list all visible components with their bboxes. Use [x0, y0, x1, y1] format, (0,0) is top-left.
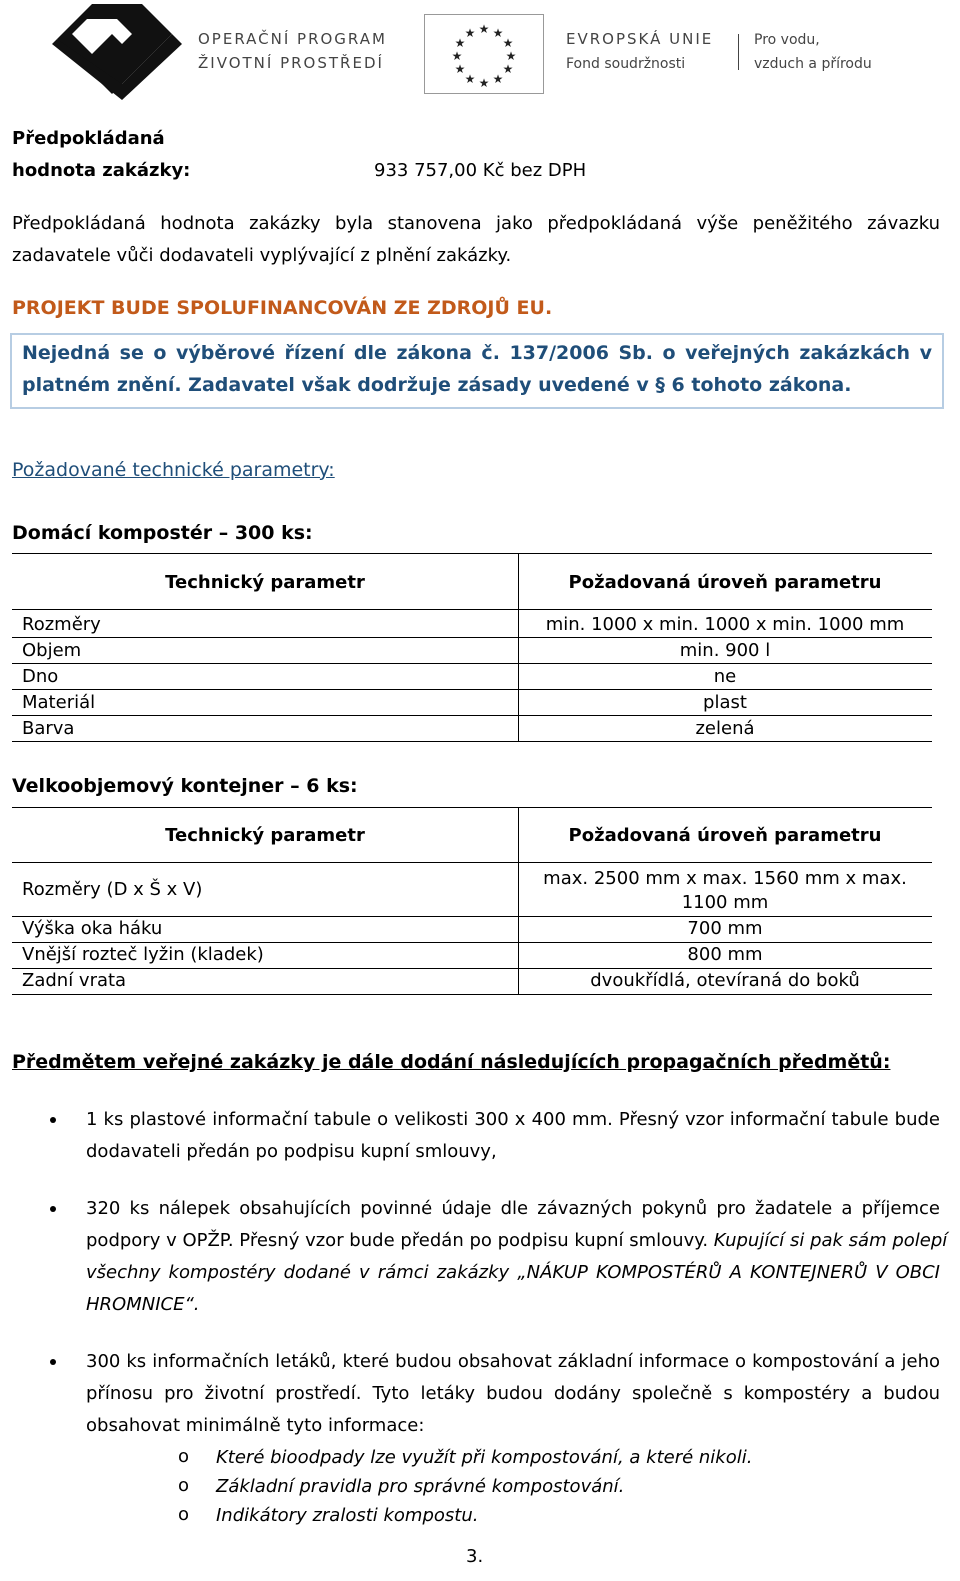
- table-row-param: Materiál: [22, 692, 96, 713]
- eu-fund: Fond soudržnosti: [566, 56, 686, 72]
- composter-col2-header: Požadovaná úroveň parametru: [568, 572, 882, 593]
- slogan-line1: Pro vodu,: [754, 32, 820, 48]
- table-row-value: max. 2500 mm x max. 1560 mm x max.: [543, 868, 907, 889]
- table-row-value: zelená: [695, 718, 755, 739]
- svg-text:★: ★: [454, 36, 466, 50]
- slogan-line2: vzduch a přírodu: [754, 56, 872, 72]
- sub-bullet-icon: o: [178, 1504, 190, 1525]
- promo-item2-line3: všechny kompostéry dodané v rámci zakázky „NÁKUP KOMPOSTÉRŮ A KONTEJNERŮ V OBCI: [86, 1262, 940, 1283]
- svg-text:★: ★: [464, 26, 476, 40]
- svg-text:★: ★: [478, 76, 490, 90]
- promo-item1-line2: dodavateli předán po podpisu kupní smlouvy,: [86, 1141, 497, 1162]
- promo-item2-line2: [86, 1225, 948, 1257]
- table-row-value: dvoukřídlá, otevíraná do boků: [590, 970, 860, 991]
- promo-item3-line1: 300 ks informačních letáků, které budou obsahovat základní informace o kompostování a jeho: [86, 1351, 940, 1372]
- table-row-param: Barva: [22, 718, 75, 739]
- composter-heading: Domácí kompostér – 300 ks:: [12, 522, 313, 544]
- table-row-value-cont: 1100 mm: [681, 892, 769, 913]
- table-row-value: min. 900 l: [679, 640, 771, 661]
- promo-item2-line2-italic: Kupující si pak sám polepí: [713, 1230, 948, 1251]
- promo-item2-line2-normal: podpory v OPŽP. Přesný vzor bude předán po podpisu kupní smlouvy.: [86, 1230, 714, 1251]
- table-row-param: Rozměry (D x Š x V): [22, 879, 203, 900]
- svg-text:★: ★: [478, 22, 490, 36]
- table-row-param: Zadní vrata: [22, 970, 127, 991]
- notice-line1: Nejedná se o výběrové řízení dle zákona č. 137/2006 Sb. o veřejných zakázkách v: [22, 342, 932, 364]
- svg-text:★: ★: [454, 62, 466, 76]
- sub-list-item: Základní pravidla pro správné kompostování.: [216, 1476, 625, 1497]
- notice-line2: platném znění. Zadavatel však dodržuje zásady uvedené v § 6 tohoto zákona.: [22, 374, 852, 396]
- sub-list-item: Které bioodpady lze využít při kompostování, a které nikoli.: [216, 1447, 753, 1468]
- bullet-icon: [50, 1359, 56, 1365]
- table-row-value: 700 mm: [687, 918, 763, 939]
- opzp-logo: [52, 4, 182, 100]
- table-row-param: Dno: [22, 666, 59, 687]
- container-heading: Velkoobjemový kontejner – 6 ks:: [12, 775, 358, 797]
- bullet-icon: [50, 1117, 56, 1123]
- value-desc-line1: Předpokládaná hodnota zakázky byla stanovena jako předpokládaná výše peněžitého závazku: [12, 213, 940, 234]
- promo-item3-line2: přínosu pro životní prostředí. Tyto letáky budou dodány společně s kompostéry a budou: [86, 1383, 940, 1404]
- op-title-line1: OPERAČNÍ PROGRAM: [198, 30, 387, 48]
- svg-text:★: ★: [502, 36, 514, 50]
- svg-text:★: ★: [451, 49, 463, 63]
- composter-col1-header: Technický parametr: [165, 572, 365, 593]
- eu-flag: [424, 14, 544, 94]
- svg-text:★: ★: [492, 26, 504, 40]
- op-title-line2: ŽIVOTNÍ PROSTŘEDÍ: [198, 54, 384, 72]
- svg-text:★: ★: [492, 72, 504, 86]
- container-col2-header: Požadovaná úroveň parametru: [568, 825, 882, 846]
- promo-item2-line1: 320 ks nálepek obsahujících povinné údaje dle závazných pokynů pro žadatele a příjemce: [86, 1198, 940, 1219]
- sub-bullet-icon: o: [178, 1446, 190, 1467]
- svg-text:★: ★: [464, 72, 476, 86]
- bullet-icon: [50, 1206, 56, 1212]
- container-col1-header: Technický parametr: [165, 825, 365, 846]
- value-amount: 933 757,00 Kč bez DPH: [374, 160, 587, 181]
- value-label-line2: hodnota zakázky:: [12, 160, 191, 181]
- eu-stars-icon: [425, 15, 543, 93]
- eu-project-note: PROJEKT BUDE SPOLUFINANCOVÁN ZE ZDROJŮ EU.: [12, 297, 553, 319]
- eu-title: EVROPSKÁ UNIE: [566, 30, 714, 48]
- table-row-param: Objem: [22, 640, 82, 661]
- svg-text:★: ★: [502, 62, 514, 76]
- table-row-value: plast: [703, 692, 747, 713]
- value-desc-line2: zadavatele vůči dodavateli vyplývající z plnění zakázky.: [12, 245, 512, 266]
- table-row-param: Vnější rozteč lyžin (kladek): [22, 944, 264, 965]
- table-row-value: min. 1000 x min. 1000 x min. 1000 mm: [545, 614, 905, 635]
- table-row-param: Rozměry: [22, 614, 101, 635]
- header-divider: [738, 34, 739, 70]
- promo-item2-line4: HROMNICE“.: [86, 1294, 200, 1315]
- promo-item1-line1: 1 ks plastové informační tabule o velikosti 300 x 400 mm. Přesný vzor informační tabule bude: [86, 1109, 940, 1130]
- promo-heading: Předmětem veřejné zakázky je dále dodání následujících propagačních předmětů:: [12, 1051, 891, 1073]
- table-row-value: ne: [713, 666, 737, 687]
- value-label-line1: Předpokládaná: [12, 128, 165, 149]
- page-number: 3.: [466, 1546, 484, 1567]
- table-row-param: Výška oka háku: [22, 918, 163, 939]
- promo-item3-line3: obsahovat minimálně tyto informace:: [86, 1415, 425, 1436]
- sub-bullet-icon: o: [178, 1475, 190, 1496]
- table-row-value: 800 mm: [687, 944, 763, 965]
- tech-params-heading: Požadované technické parametry:: [12, 459, 335, 481]
- sub-list-item: Indikátory zralosti kompostu.: [216, 1505, 479, 1526]
- svg-text:★: ★: [505, 49, 517, 63]
